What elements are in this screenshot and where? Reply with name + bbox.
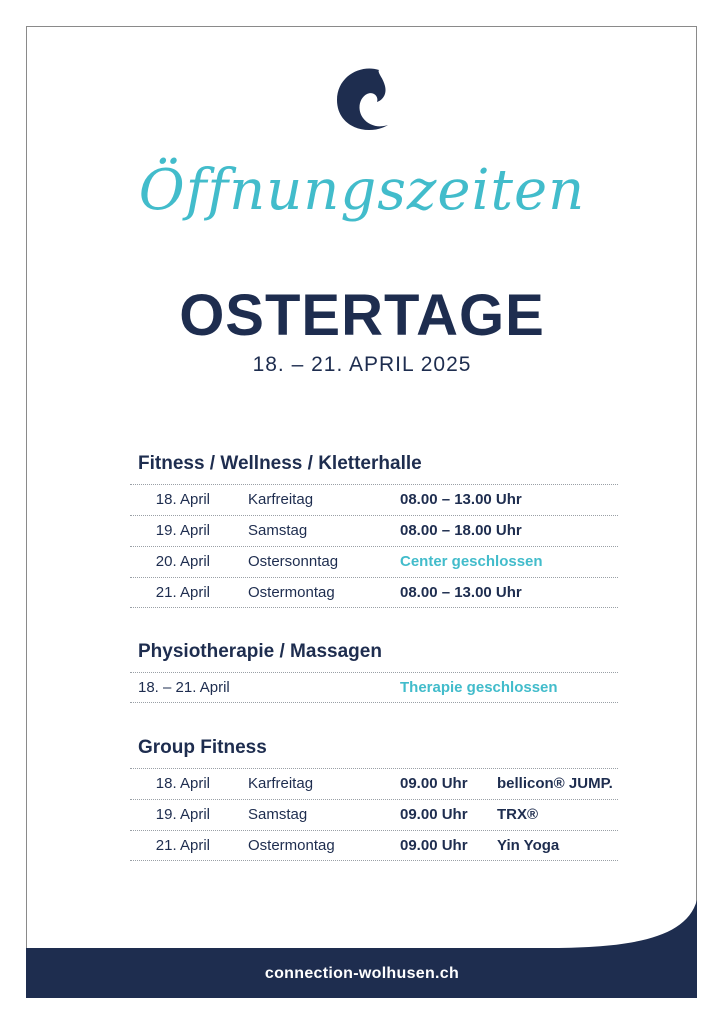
row-time: 08.00 – 13.00 Uhr — [400, 491, 522, 508]
connection-logo-icon — [333, 66, 391, 132]
group-table — [130, 768, 618, 861]
row-day: Ostermontag — [248, 584, 335, 601]
section-title-physio: Physiotherapie / Massagen — [138, 641, 382, 662]
date-range: 18. – 21. APRIL 2025 — [252, 353, 472, 376]
table-row — [130, 768, 618, 799]
page-title: OSTERTAGE — [179, 283, 545, 348]
row-date: 18. April — [155, 775, 210, 792]
row-course: bellicon® JUMP. — [497, 775, 613, 792]
row-time: 09.00 Uhr — [400, 837, 468, 854]
website-link[interactable]: connection-wolhusen.ch — [264, 965, 460, 982]
row-date: 21. April — [155, 584, 210, 601]
row-date: 18. April — [155, 491, 210, 508]
row-date: 21. April — [155, 837, 210, 854]
table-row — [130, 830, 618, 861]
row-time: 08.00 – 13.00 Uhr — [400, 584, 522, 601]
row-status-closed: Center geschlossen — [400, 553, 543, 570]
row-course: TRX® — [497, 806, 539, 823]
row-day: Karfreitag — [248, 491, 314, 508]
row-day: Ostersonntag — [248, 553, 339, 570]
script-title: Öffnungszeiten — [138, 158, 586, 223]
row-date: 20. April — [155, 553, 210, 570]
table-row — [130, 672, 618, 703]
row-date: 19. April — [155, 806, 210, 823]
row-time: 08.00 – 18.00 Uhr — [400, 522, 522, 539]
section-title-fitness: Fitness / Wellness / Kletterhalle — [138, 453, 422, 474]
row-time: 09.00 Uhr — [400, 775, 468, 792]
row-date: 19. April — [155, 522, 210, 539]
physio-table — [130, 672, 618, 703]
row-status-closed: Therapie geschlossen — [400, 679, 558, 696]
row-course: Yin Yoga — [497, 837, 560, 854]
table-row — [130, 515, 618, 546]
fitness-table — [130, 484, 618, 608]
table-row — [130, 484, 618, 515]
row-day: Karfreitag — [248, 775, 314, 792]
table-row — [130, 799, 618, 830]
row-date: 18. – 21. April — [138, 679, 230, 696]
row-day: Samstag — [248, 806, 308, 823]
row-day: Samstag — [248, 522, 308, 539]
section-title-group: Group Fitness — [138, 737, 267, 758]
row-day: Ostermontag — [248, 837, 335, 854]
table-row — [130, 546, 618, 577]
table-row — [130, 577, 618, 608]
row-time: 09.00 Uhr — [400, 806, 468, 823]
